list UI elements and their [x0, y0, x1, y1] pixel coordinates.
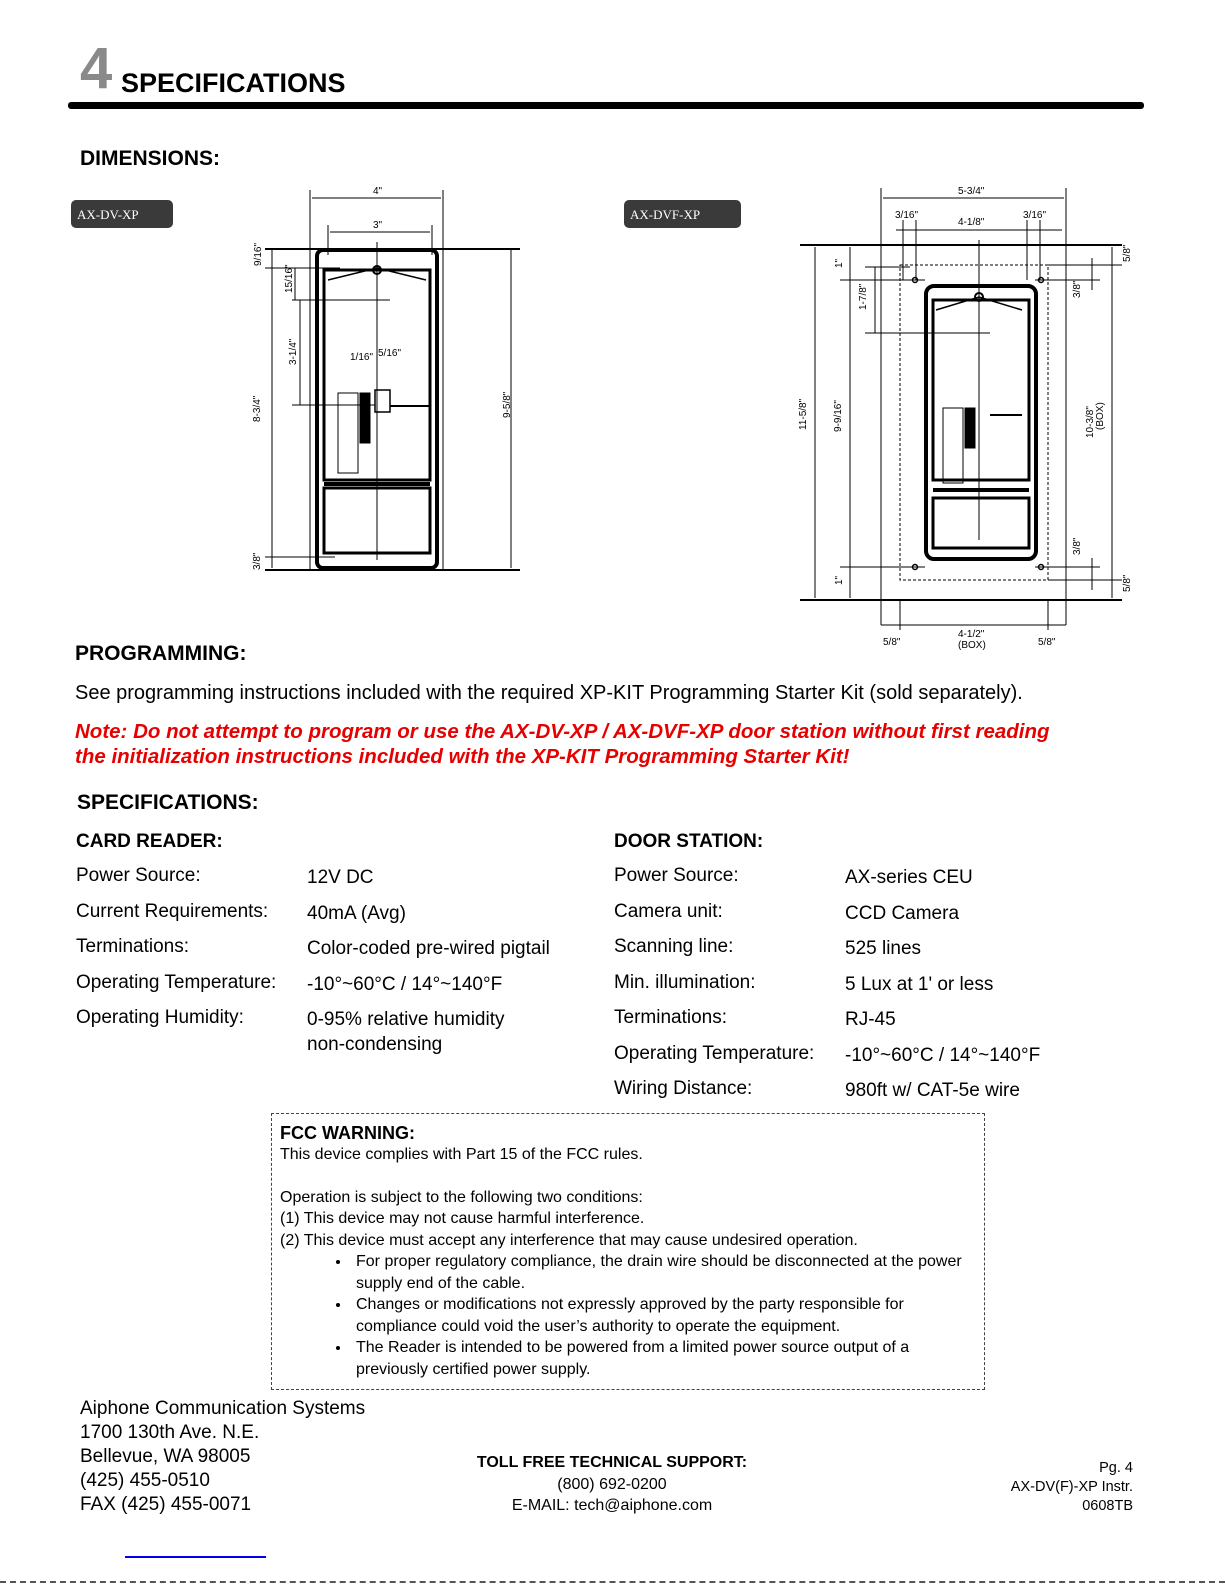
- dim-label: 8-3/4": [252, 395, 263, 422]
- spec-label: Scanning line:: [614, 936, 734, 957]
- model-tag-ax-dv-xp: AX-DV-XP: [71, 200, 173, 228]
- fcc-title: FCC WARNING:: [280, 1123, 415, 1143]
- spec-value-line: 12V DC: [307, 867, 374, 888]
- link-underline[interactable]: [125, 1556, 266, 1558]
- header-rule: [68, 102, 1144, 109]
- spec-value-line: -10°~60°C / 14°~140°F: [845, 1044, 1041, 1066]
- fcc-line: This device complies with Part 15 of the FCC rules.: [280, 1146, 643, 1163]
- spec-label: Wiring Distance:: [614, 1078, 753, 1099]
- spec-value: [845, 901, 959, 926]
- dim-label: 5/8": [883, 637, 901, 648]
- dim-label: 3-1/4": [288, 338, 299, 365]
- dim-label: 1": [834, 258, 845, 268]
- fcc-line: (1) This device may not cause harmful interference.: [280, 1210, 645, 1227]
- support-title: TOLL FREE TECHNICAL SUPPORT:: [476, 1454, 748, 1471]
- spec-value-line: 980ft w/ CAT-5e wire: [845, 1080, 1020, 1101]
- spec-value-line: 40mA (Avg): [307, 902, 406, 924]
- document-code: 0608TB: [1082, 1498, 1133, 1514]
- spec-value-line: 525 lines: [845, 938, 922, 959]
- dim-label: 4-1/2": [958, 629, 985, 640]
- spec-label: Operating Temperature:: [614, 1042, 815, 1064]
- page-edge-divider: [0, 1581, 1225, 1585]
- fcc-line: Operation is subject to the following two conditions:: [280, 1188, 643, 1206]
- dim-label: 11-5/8": [798, 398, 809, 430]
- spec-label: Power Source:: [76, 865, 201, 886]
- card-reader-title: CARD READER:: [76, 831, 223, 852]
- dim-label: 5/8": [1038, 637, 1056, 648]
- dim-label: 4": [373, 186, 383, 197]
- fcc-bullets: [280, 1251, 976, 1380]
- spec-value: [307, 936, 550, 961]
- section-title: SPECIFICATIONS: [121, 68, 346, 98]
- support-phone: (800) 692-0200: [557, 1475, 667, 1493]
- dim-label: 4-1/8": [958, 217, 985, 228]
- fcc-warning-box: [271, 1113, 985, 1390]
- spec-label: Operating Temperature:: [76, 971, 277, 993]
- dim-label: (BOX): [958, 640, 986, 651]
- dim-label: 10-3/8": [1085, 406, 1096, 438]
- company-address: [80, 1397, 365, 1517]
- specifications-heading: SPECIFICATIONS:: [77, 791, 259, 814]
- spec-value: [307, 1007, 504, 1057]
- spec-label: Power Source:: [614, 865, 739, 886]
- programming-note: [75, 719, 1050, 769]
- dim-label: 3/8": [1072, 280, 1083, 298]
- page-info: [930, 1459, 1133, 1516]
- spec-value: [307, 901, 406, 926]
- tech-support: [412, 1452, 812, 1517]
- spec-value-line: 0-95% relative humidity: [307, 1009, 505, 1030]
- spec-value-line: 5 Lux at 1' or less: [845, 973, 994, 995]
- dim-label: 3/8": [252, 552, 263, 570]
- spec-value: [845, 1043, 1040, 1068]
- dim-label: 3/8": [1072, 537, 1083, 555]
- section-number: 4: [80, 36, 113, 101]
- fcc-line: (2) This device must accept any interference that may cause undesired operation.: [280, 1231, 858, 1249]
- dim-label: 1/16": [350, 352, 374, 363]
- spec-value-line: Color-coded pre-wired pigtail: [307, 938, 550, 959]
- spec-value: [845, 1078, 1020, 1103]
- dimensions-heading: DIMENSIONS:: [80, 147, 221, 170]
- spec-value: [845, 936, 921, 961]
- ax-dv-xp-dimension-drawing: [240, 180, 530, 580]
- spec-value: [307, 865, 374, 890]
- dim-label: 1": [834, 575, 845, 585]
- dim-label: 3/16": [1023, 210, 1047, 221]
- dim-label: 1-7/8": [858, 283, 869, 310]
- dim-label: 9-5/8": [502, 391, 513, 418]
- fcc-bullet: • For proper regulatory compliance, the drain wire should be disconnected at the power supply end of the cable.: [351, 1251, 976, 1294]
- dim-label: 5-3/4": [958, 186, 985, 197]
- spec-label: Current Requirements:: [76, 900, 269, 922]
- address-line: 1700 130th Ave. N.E.: [80, 1422, 260, 1443]
- dim-label: 3": [373, 220, 383, 231]
- spec-label: Min. illumination:: [614, 971, 756, 993]
- spec-value-line: -10°~60°C / 14°~140°F: [307, 973, 503, 995]
- spec-value-line: CCD Camera: [845, 902, 960, 924]
- document-name: AX-DV(F)-XP Instr.: [1010, 1479, 1133, 1495]
- support-email: E-MAIL: tech@aiphone.com: [511, 1497, 713, 1514]
- dim-label: 15/16": [284, 264, 295, 293]
- spec-value-line: non-condensing: [307, 1034, 443, 1055]
- spec-label: Camera unit:: [614, 900, 723, 922]
- spec-value: [845, 972, 993, 997]
- programming-heading: PROGRAMMING:: [75, 642, 247, 665]
- dim-label: 5/8": [1122, 244, 1133, 262]
- dim-label: 9/16": [253, 242, 264, 266]
- fcc-bullet: • Changes or modifications not expressly approved by the party responsible for compliance could void the user’s authority to operate the equipment.: [351, 1294, 976, 1337]
- spec-value: [307, 972, 502, 997]
- door-station-title: DOOR STATION:: [614, 831, 764, 852]
- dim-label: 5/8": [1122, 574, 1133, 592]
- model-tag-ax-dvf-xp: AX-DVF-XP: [624, 200, 741, 228]
- note-line-2: the initialization instructions included with the XP-KIT Programming Starter Kit!: [75, 745, 850, 768]
- spec-value-line: RJ-45: [845, 1009, 896, 1030]
- dim-label: 9-9/16": [833, 400, 844, 432]
- spec-label: Operating Humidity:: [76, 1007, 244, 1028]
- address-line: Aiphone Communication Systems: [80, 1398, 366, 1419]
- spec-value-line: AX-series CEU: [845, 867, 973, 888]
- fcc-bullet: • The Reader is intended to be powered from a limited power source output of a previously certified power supply.: [351, 1337, 976, 1380]
- dim-label: (BOX): [1095, 402, 1106, 430]
- spec-label: Terminations:: [614, 1007, 727, 1028]
- ax-dvf-xp-dimension-drawing: [780, 180, 1140, 660]
- address-line: (425) 455-0510: [80, 1470, 210, 1491]
- address-line: Bellevue, WA 98005: [80, 1446, 251, 1467]
- note-line-1: Note: Do not attempt to program or use the AX-DV-XP / AX-DVF-XP door station without first reading: [75, 720, 1050, 743]
- programming-text: See programming instructions included with the required XP-KIT Programming Starter Kit (sold separately).: [75, 682, 1023, 704]
- spec-label: Terminations:: [76, 936, 189, 957]
- spec-value: [845, 865, 973, 890]
- page-number: Pg. 4: [1099, 1460, 1133, 1476]
- dim-label: 3/16": [895, 210, 919, 221]
- spec-value: [845, 1007, 896, 1032]
- address-line: FAX (425) 455-0071: [80, 1494, 252, 1515]
- dim-label: 5/16": [378, 348, 402, 359]
